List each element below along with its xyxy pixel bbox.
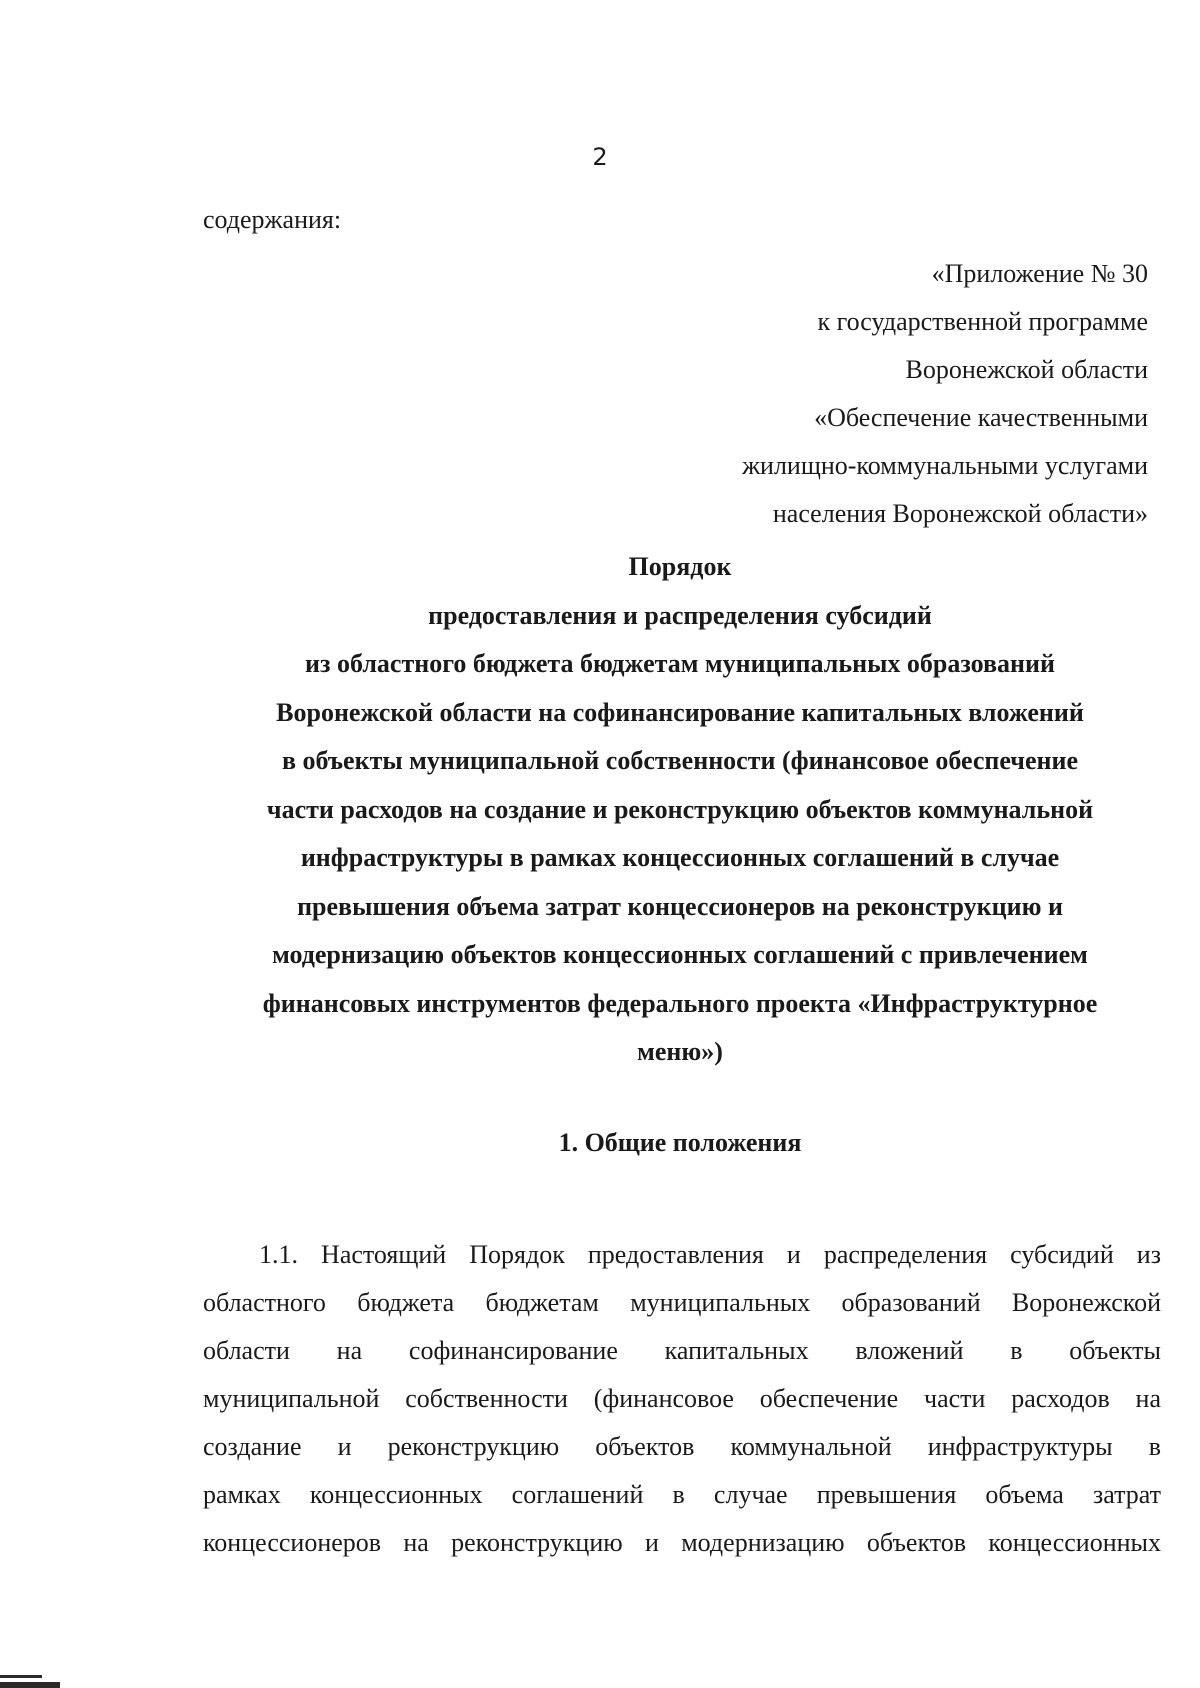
section-heading: 1. Общие положения bbox=[558, 1128, 802, 1157]
appendix-line: к государственной программе bbox=[817, 307, 1148, 336]
continuation-text: содержания: bbox=[203, 205, 342, 234]
appendix-header bbox=[742, 250, 1148, 538]
appendix-line: населения Воронежской области» bbox=[772, 499, 1148, 528]
page-number: 2 bbox=[592, 143, 608, 171]
title-line: Порядок bbox=[628, 552, 732, 581]
paragraph-line: области на софинансирование капитальных вложений в объекты bbox=[203, 1336, 1161, 1365]
title-line: из областного бюджета бюджетам муниципальных образований bbox=[305, 649, 1055, 678]
paragraph-line: создание и реконструкцию объектов коммунальной инфраструктуры в bbox=[203, 1432, 1161, 1461]
title-line: превышения объема затрат концессионеров на реконструкцию и bbox=[297, 891, 1063, 921]
appendix-line: «Обеспечение качественными bbox=[814, 403, 1148, 432]
title-line: инфраструктуры в рамках концессионных соглашений в случае bbox=[300, 843, 1060, 872]
paragraph-line: рамках концессионных соглашений в случае превышения объема затрат bbox=[203, 1480, 1161, 1509]
title-line: части расходов на создание и реконструкцию объектов коммунальной bbox=[266, 794, 1094, 824]
title-line: Воронежской области на софинансирование капитальных вложений bbox=[276, 697, 1084, 727]
paragraph-line: муниципальной собственности (финансовое обеспечение части расходов на bbox=[203, 1384, 1161, 1413]
scan-artifact bbox=[0, 1682, 60, 1688]
paragraph-line: 1.1. Настоящий Порядок предоставления и распределения субсидий из bbox=[259, 1240, 1161, 1269]
body-paragraph bbox=[203, 1231, 1161, 1567]
appendix-line: «Приложение № 30 bbox=[931, 259, 1148, 288]
title-line: предоставления и распределения субсидий bbox=[428, 600, 932, 630]
title-line: модернизацию объектов концессионных соглашений с привлечением bbox=[272, 940, 1088, 969]
title-line: меню») bbox=[637, 1037, 723, 1066]
title-line: в объекты муниципальной собственности (финансовое обеспечение bbox=[282, 746, 1078, 775]
scan-artifact bbox=[0, 1675, 42, 1678]
appendix-line: жилищно-коммунальными услугами bbox=[742, 451, 1148, 480]
paragraph-line: концессионеров на реконструкцию и модернизацию объектов концессионных bbox=[203, 1528, 1161, 1557]
appendix-line: Воронежской области bbox=[905, 355, 1148, 384]
document-title bbox=[190, 543, 1170, 1077]
paragraph-line: областного бюджета бюджетам муниципальных образований Воронежской bbox=[203, 1288, 1161, 1317]
title-line: финансовых инструментов федерального проекта «Инфраструктурное bbox=[262, 988, 1098, 1018]
